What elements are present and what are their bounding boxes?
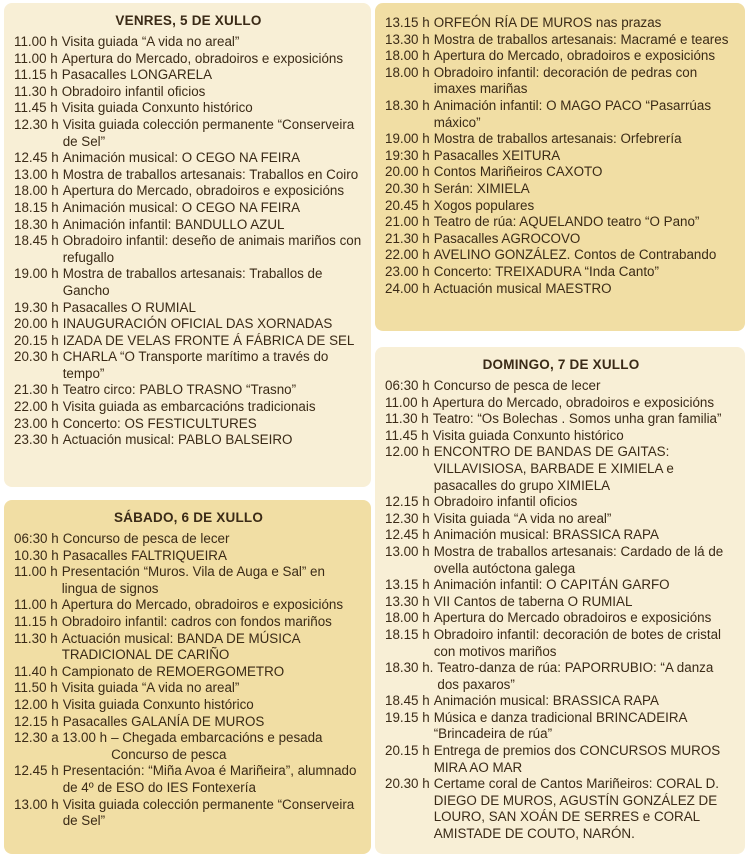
event-time: 23.00 h — [14, 415, 59, 431]
event-time: 18.15 h — [385, 626, 430, 642]
event-time: 18.45 h — [14, 233, 59, 249]
event-time: 12.15 h — [385, 494, 430, 510]
event-description: Mostra de traballos artesanais: Cardado de lá de ovella autóctona galega — [433, 543, 724, 576]
event-time: 18.15 h — [14, 199, 59, 215]
event-time: 11.30 h — [14, 630, 58, 646]
event-row — [14, 300, 363, 317]
event-time: 12.45 h — [14, 763, 59, 779]
event-description: Pasacalles GALANÍA DE MUROS — [62, 713, 265, 729]
event-time: 24.00 h — [385, 280, 430, 296]
event-description: Concerto: TREIXADURA “Inda Canto” — [433, 263, 659, 279]
event-time: 11.00 h — [14, 597, 58, 613]
event-description: Visita guiada Conxunto histórico — [61, 100, 253, 116]
event-time: 19.00 h — [14, 266, 59, 282]
event-time: 20.45 h — [385, 197, 430, 213]
event-time: 20.30 h — [385, 776, 430, 792]
event-row — [385, 131, 737, 148]
event-row — [385, 395, 737, 412]
event-time: 12.45 h — [385, 527, 430, 543]
event-row — [14, 84, 363, 101]
event-row — [385, 527, 737, 544]
event-row — [14, 664, 363, 681]
event-time: 21.30 h — [14, 382, 59, 398]
event-time: 13.15 h — [385, 15, 430, 30]
event-row — [14, 697, 363, 714]
event-time: 18.00 h — [385, 48, 430, 64]
event-row — [385, 281, 737, 298]
event-description: Animación infantil: BANDULLO AZUL — [62, 216, 285, 232]
event-time: 20.30 h — [14, 349, 59, 365]
event-row — [14, 150, 363, 167]
event-description: Animación infantil: O CAPITÁN GARFO — [433, 577, 670, 593]
event-row — [385, 660, 737, 693]
event-description: Teatro-danza de rúa: PAPORRUBIO: “A danza dos paxaros” — [437, 660, 714, 692]
event-description: Concerto: OS FESTICULTURES — [62, 415, 257, 431]
event-description: Pasacalles FALTRIQUEIRA — [62, 547, 227, 563]
event-time: 21.00 h — [385, 214, 430, 230]
event-time: 13.00 h — [385, 543, 430, 559]
event-row — [385, 544, 737, 577]
event-description: VII Cantos de taberna O RUMIAL — [433, 593, 633, 609]
event-row — [14, 714, 363, 731]
event-time: 21.30 h — [385, 230, 430, 246]
event-row — [14, 382, 363, 399]
event-row — [385, 48, 737, 65]
event-description: CHARLA “O Transporte marítimo a través do tempo” — [62, 349, 329, 381]
event-row — [14, 266, 363, 299]
event-description: Visita guiada “A vida no areal” — [61, 680, 240, 696]
event-time: 11.00 h — [385, 394, 429, 410]
event-row — [385, 231, 737, 248]
event-description: Apertura do Mercado, obradoiros e exposicións — [432, 394, 715, 410]
event-row — [14, 730, 363, 763]
event-row — [14, 183, 363, 200]
event-description: Presentación “Muros. Vila de Auga e Sal” en lingua de signos — [61, 564, 325, 596]
event-list — [385, 15, 737, 297]
event-description: Apertura do Mercado obradoiros e exposicións — [433, 610, 712, 626]
event-description: ENCONTRO DE BANDAS DE GAITAS: VILLAVISIOSA, BARBADE E XIMIELA e pasacalles do grupo XIMIELA — [433, 444, 674, 493]
event-row — [14, 597, 363, 614]
event-row — [385, 743, 737, 776]
event-description: Obradoiro infantil: decoración de pedras con imaxes mariñas — [433, 64, 698, 97]
event-time: 22.00 h — [385, 247, 430, 263]
event-time: 12.30 a 13.00 h — [14, 730, 108, 746]
event-row — [14, 614, 363, 631]
event-list — [14, 531, 363, 830]
event-time: 12.30 h — [14, 116, 59, 132]
event-time: 18.00 h — [14, 183, 59, 199]
event-time: 18.30 h — [385, 97, 430, 113]
event-row — [385, 594, 737, 611]
event-time: 11.45 h — [385, 427, 429, 443]
event-time: 11.45 h — [14, 100, 58, 116]
saturday-schedule-panel — [4, 500, 371, 854]
event-description: Visita guiada “A vida no areal” — [433, 510, 612, 526]
sunday-schedule-panel — [375, 347, 745, 854]
event-description: Pasacalles AGROCOVO — [433, 230, 581, 246]
event-description: Pasacalles LONGARELA — [61, 67, 213, 83]
event-description: Visita guiada Conxunto histórico — [62, 696, 254, 712]
event-description: Visita guiada as embarcacións tradicionais — [62, 399, 316, 415]
event-row — [14, 167, 363, 184]
event-row — [385, 98, 737, 131]
event-time: 11.00 h — [14, 564, 58, 580]
event-time: 11.00 h — [14, 50, 58, 66]
event-description: ORFEÓN RÍA DE MUROS nas prazas — [433, 15, 662, 30]
event-row — [14, 67, 363, 84]
event-time: 12.00 h — [385, 444, 430, 460]
event-description: Animación musical: O CEGO NA FEIRA — [62, 150, 301, 166]
event-description: Visita guiada Conxunto histórico — [432, 427, 624, 443]
event-description: Obradoiro infantil: cadros con fondos mariños — [61, 613, 332, 629]
event-row — [14, 349, 363, 382]
event-row — [14, 763, 363, 796]
event-time: 22.00 h — [14, 399, 59, 415]
event-row — [14, 233, 363, 266]
event-time: 13.30 h — [385, 593, 430, 609]
event-row — [385, 148, 737, 165]
event-row — [14, 564, 363, 597]
event-description: Animación musical: BRASSICA RAPA — [433, 693, 659, 709]
event-row — [14, 117, 363, 150]
event-description: Teatro: “Os Bolechas . Somos unha gran familia” — [432, 411, 722, 427]
event-description: Certame coral de Cantos Mariñeiros: CORAL D. DIEGO DE MUROS, AGUSTÍN GONZÁLEZ DE LOURO, SAN XOÁN DE SERRES e CORAL AMISTADE DE COUTO, NARÓN. — [433, 776, 719, 842]
event-description: Concurso de pesca de lecer — [433, 378, 601, 393]
event-description: Actuación musical MAESTRO — [433, 280, 612, 296]
event-description: – Chegada embarcacións e pesada Concurso de pesca — [111, 730, 323, 762]
event-time: 11.50 h — [14, 680, 58, 696]
event-list — [385, 378, 737, 843]
event-row — [14, 548, 363, 565]
event-time: 13.30 h — [385, 31, 430, 47]
event-description: Animación musical: BRASSICA RAPA — [433, 527, 659, 543]
event-description: Visita guiada “A vida no areal” — [61, 34, 240, 49]
event-row — [385, 378, 737, 395]
event-description: Apertura do Mercado, obradoiros e exposicións — [61, 50, 344, 66]
event-time: 06:30 h — [14, 531, 59, 546]
event-row — [14, 333, 363, 350]
event-time: 19.30 h — [14, 299, 59, 315]
event-time: 23.30 h — [14, 432, 59, 448]
event-time: 19.00 h — [385, 131, 430, 147]
event-row — [385, 181, 737, 198]
event-time: 18.30 h — [14, 216, 59, 232]
event-description: INAUGURACIÓN OFICIAL DAS XORNADAS — [62, 316, 333, 332]
event-description: Pasacalles O RUMIAL — [62, 299, 196, 315]
event-row — [385, 610, 737, 627]
event-row — [14, 432, 363, 449]
event-row — [385, 627, 737, 660]
event-row — [385, 411, 737, 428]
event-row — [14, 217, 363, 234]
event-row — [14, 200, 363, 217]
event-time: 20.00 h — [14, 316, 59, 332]
event-row — [385, 693, 737, 710]
day-title: SÁBADO, 6 DE XULLO — [113, 510, 264, 525]
event-time: 11.40 h — [14, 663, 58, 679]
event-time: 12.15 h — [14, 713, 59, 729]
event-time: 12.45 h — [14, 150, 59, 166]
event-description: Xogos populares — [433, 197, 535, 213]
event-description: Mostra de traballos artesanais: Traballos en Coiro — [62, 166, 359, 182]
event-time: 20.30 h — [385, 180, 430, 196]
event-description: Serán: XIMIELA — [433, 180, 530, 196]
saturday-schedule-continued-panel — [375, 3, 745, 331]
event-row — [385, 776, 737, 842]
event-time: 20.15 h — [14, 332, 59, 348]
event-description: Entrega de premios dos CONCURSOS MUROS MIRA AO MAR — [433, 743, 721, 775]
day-title: VENRES, 5 DE XULLO — [115, 13, 262, 28]
event-time: 10.30 h — [14, 547, 59, 563]
event-time: 11.30 h — [14, 83, 58, 99]
day-title: DOMINGO, 7 DE XULLO — [482, 357, 640, 372]
event-time: 11.00 h — [14, 34, 58, 49]
event-description: Visita guiada colección permanente “Conserveira de Sel” — [62, 116, 355, 149]
event-description: Visita guiada colección permanente “Conserveira de Sel” — [62, 796, 355, 829]
event-time: 11.15 h — [14, 67, 58, 83]
event-time: 23.00 h — [385, 263, 430, 279]
event-description: Mostra de traballos artesanais: Macramé e teares — [433, 31, 729, 47]
event-description: Mostra de traballos artesanais: Orfebrería — [433, 131, 682, 147]
event-row — [385, 494, 737, 511]
event-row — [385, 32, 737, 49]
event-time: 06:30 h — [385, 378, 430, 393]
event-time: 19.15 h — [385, 709, 430, 725]
event-row — [385, 198, 737, 215]
event-row — [385, 511, 737, 528]
event-row — [385, 65, 737, 98]
event-description: Teatro de rúa: AQUELANDO teatro “O Pano” — [433, 214, 700, 230]
event-description: Actuación musical: PABLO BALSEIRO — [62, 432, 293, 448]
event-time: 11.30 h — [385, 411, 429, 427]
event-row — [14, 51, 363, 68]
event-description: Obradoiro infantil: decoración de botes de cristal con motivos mariños — [433, 626, 722, 659]
event-description: Música e danza tradicional BRINCADEIRA “Brincadeira de rúa” — [433, 709, 687, 742]
event-row — [385, 264, 737, 281]
event-description: Campionato de REMOERGOMETRO — [61, 663, 285, 679]
event-description: Presentación: “Miña Avoa é Mariñeira”, alumnado de 4º de ESO do IES Fontexería — [62, 763, 357, 795]
event-time: 18.45 h — [385, 693, 430, 709]
event-description: Pasacalles XEITURA — [433, 147, 561, 163]
event-description: Apertura do Mercado, obradoiros e exposicións — [433, 48, 716, 64]
event-description: Obradoiro infantil: deseño de animais mariños con refugallo — [62, 233, 362, 265]
event-description: IZADA DE VELAS FRONTE Á FÁBRICA DE SEL — [62, 332, 355, 348]
event-description: Contos Mariñeiros CAXOTO — [433, 164, 603, 180]
event-time: 19:30 h — [385, 147, 430, 163]
event-description: AVELINO GONZÁLEZ. Contos de Contrabando — [433, 247, 717, 263]
friday-schedule-panel — [4, 3, 371, 487]
event-row — [385, 15, 737, 32]
event-description: Mostra de traballos artesanais: Traballos de Gancho — [62, 266, 323, 298]
event-description: Concurso de pesca de lecer — [62, 531, 230, 546]
event-description: Animación musical: O CEGO NA FEIRA — [62, 199, 301, 215]
event-description: Actuación musical: BANDA DE MÚSICA TRADICIONAL DE CARIÑO — [61, 630, 300, 663]
event-row — [14, 531, 363, 548]
event-row — [14, 316, 363, 333]
event-row — [385, 577, 737, 594]
event-row — [385, 214, 737, 231]
event-time: 18.00 h — [385, 610, 430, 626]
event-time: 12.00 h — [14, 696, 59, 712]
event-row — [14, 797, 363, 830]
event-time: 11.15 h — [14, 613, 58, 629]
event-time: 18.30 h. — [385, 660, 434, 676]
event-description: Animación infantil: O MAGO PACO “Pasarrúas máxico” — [433, 97, 712, 130]
event-row — [14, 34, 363, 51]
event-row — [14, 631, 363, 664]
event-row — [385, 444, 737, 494]
event-time: 13.15 h — [385, 577, 430, 593]
event-time: 12.30 h — [385, 510, 430, 526]
event-description: Apertura do Mercado, obradoiros e exposicións — [62, 183, 345, 199]
event-row — [14, 100, 363, 117]
event-row — [14, 399, 363, 416]
event-row — [14, 416, 363, 433]
event-description: Apertura do Mercado, obradoiros e exposicións — [61, 597, 344, 613]
event-time: 13.00 h — [14, 796, 59, 812]
event-time: 20.00 h — [385, 164, 430, 180]
event-description: Obradoiro infantil oficios — [433, 494, 578, 510]
event-description: Teatro circo: PABLO TRASNO “Trasno” — [62, 382, 297, 398]
event-description: Obradoiro infantil oficios — [61, 83, 206, 99]
event-time: 18.00 h — [385, 64, 430, 80]
event-time: 20.15 h — [385, 743, 430, 759]
event-list — [14, 34, 363, 449]
event-row — [385, 247, 737, 264]
event-time: 13.00 h — [14, 166, 59, 182]
event-row — [385, 710, 737, 743]
event-row — [385, 164, 737, 181]
event-row — [14, 680, 363, 697]
event-row — [385, 428, 737, 445]
